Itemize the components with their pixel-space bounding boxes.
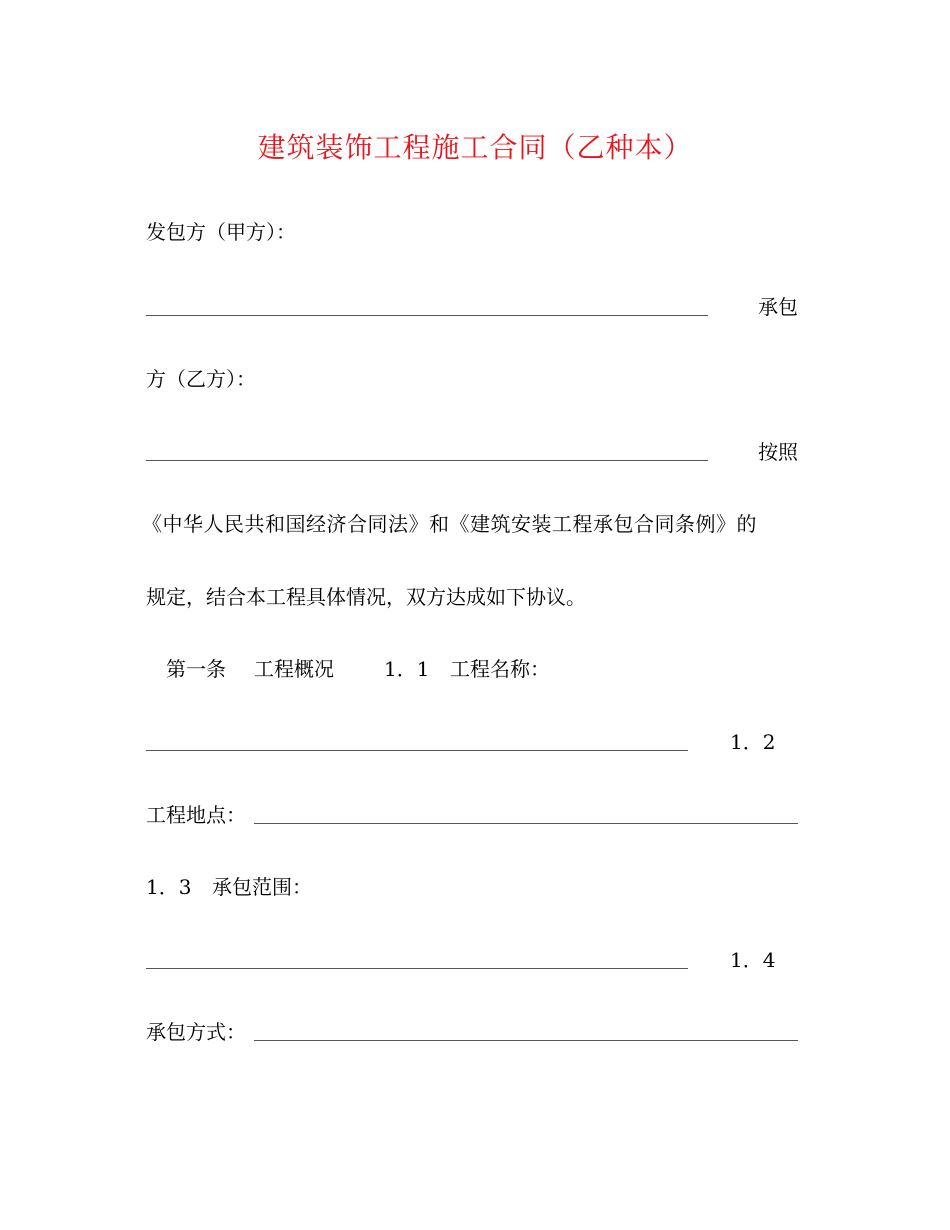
item-1-3-line <box>146 870 798 904</box>
project-name-fill-blank[interactable] <box>146 750 688 751</box>
item-1-4-number: 1．4 <box>730 948 776 972</box>
project-location-fill-blank[interactable] <box>254 823 798 824</box>
party-a-line <box>146 215 798 249</box>
party-b-label-end: 方（乙方）： <box>146 367 256 391</box>
item-1-3-number: 1．3 <box>146 875 192 899</box>
party-a-blank-line <box>146 290 798 324</box>
agreement-line <box>146 580 798 614</box>
item-1-2-number: 1．2 <box>730 730 776 754</box>
party-b-line <box>146 362 798 396</box>
law-reference-line <box>142 507 798 541</box>
item-1-1-number: 1．1 <box>384 657 430 681</box>
according-to-text: 按照 <box>758 440 798 464</box>
item-1-3-label: 承包范围： <box>212 875 312 899</box>
item-1-2-label: 工程地点： <box>146 803 246 827</box>
item-1-3-blank-line <box>146 943 798 977</box>
party-b-blank-line <box>146 435 798 469</box>
article1-heading: 第一条 <box>166 657 226 681</box>
document-title: 建筑装饰工程施工合同（乙种本） <box>257 131 693 164</box>
party-a-fill-blank[interactable] <box>146 315 708 316</box>
scope-fill-blank[interactable] <box>146 968 688 969</box>
article1-heading-title: 工程概况 <box>254 657 334 681</box>
item-1-1-blank-line <box>146 725 798 759</box>
item-1-1-label: 工程名称： <box>450 657 550 681</box>
law-reference-text: 《中华人民共和国经济合同法》和《建筑安装工程承包合同条例》的 <box>142 512 757 536</box>
item-1-2-line <box>146 798 798 832</box>
item-1-4-label: 承包方式： <box>146 1020 246 1044</box>
item-1-4-line <box>146 1015 798 1049</box>
article1-heading-line <box>146 652 798 686</box>
party-a-label: 发包方（甲方）： <box>146 220 296 244</box>
contract-method-fill-blank[interactable] <box>254 1040 798 1041</box>
party-b-label-start: 承包 <box>758 295 798 319</box>
party-b-fill-blank[interactable] <box>146 460 708 461</box>
agreement-text: 规定，结合本工程具体情况，双方达成如下协议。 <box>146 585 586 609</box>
